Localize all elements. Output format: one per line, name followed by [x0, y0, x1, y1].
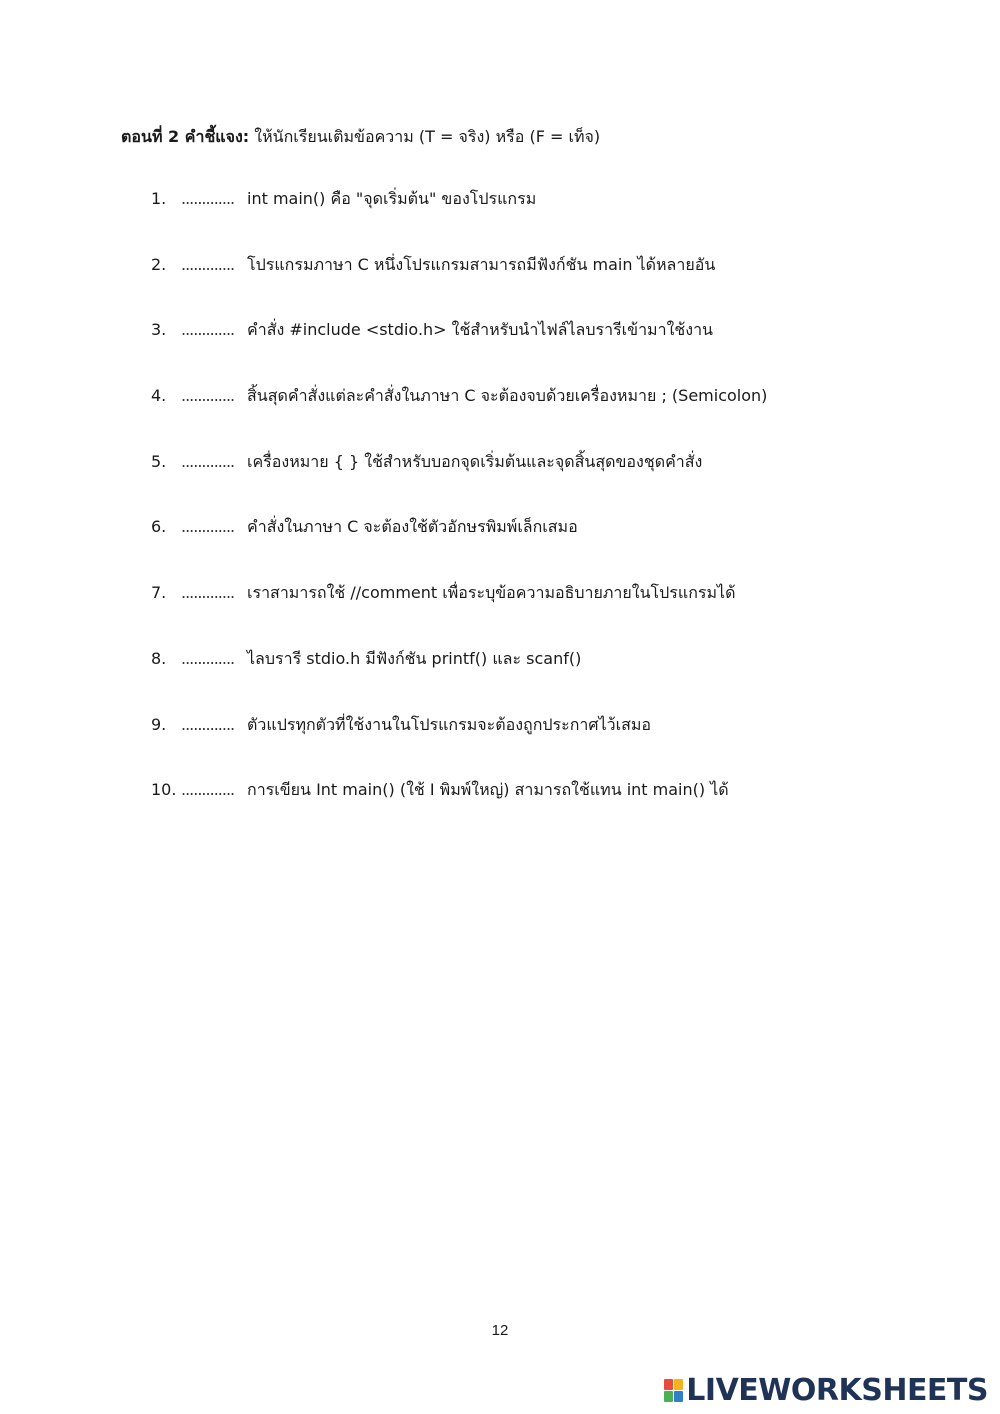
instruction-line: [121, 126, 600, 148]
answer-blank[interactable]: .............: [181, 386, 235, 406]
question-number: 5.: [151, 451, 167, 471]
question-number: 4.: [151, 386, 167, 406]
question-number: 2.: [151, 254, 167, 274]
answer-blank[interactable]: .............: [181, 517, 235, 537]
answer-blank[interactable]: .............: [181, 583, 235, 603]
logo-text: LIVEWORKSHEETS: [686, 1372, 988, 1408]
question-item: [151, 252, 971, 318]
answer-blank[interactable]: .............: [181, 451, 235, 471]
answer-blank[interactable]: .............: [181, 320, 235, 340]
question-item: [151, 514, 971, 580]
logo-icon-square-red: [664, 1379, 673, 1390]
question-item: [151, 317, 971, 383]
question-item: [151, 449, 971, 515]
question-text: สิ้นสุดคำสั่งแต่ละคำสั่งในภาษา C จะต้องจบด้วยเครื่องหมาย ; (Semicolon): [247, 386, 768, 406]
logo-icon-square-blue: [674, 1391, 683, 1402]
question-number: 9.: [151, 714, 167, 734]
liveworksheets-logo: [664, 1372, 988, 1408]
instruction-heading: ตอนที่ 2 คำชี้แจง:: [121, 127, 250, 146]
question-text: เราสามารถใช้ //comment เพื่อระบุข้อความอธิบายภายในโปรแกรมได้: [247, 583, 736, 603]
logo-icon-square-green: [664, 1391, 673, 1402]
liveworksheets-logo-icon: [664, 1379, 683, 1402]
question-item: [151, 383, 971, 449]
question-item: [151, 777, 971, 843]
question-item: [151, 646, 971, 712]
question-number: 3.: [151, 320, 167, 340]
answer-blank[interactable]: .............: [181, 189, 235, 208]
answer-blank[interactable]: .............: [181, 648, 235, 668]
question-text: การเขียน Int main() (ใช้ I พิมพ์ใหญ่) สามารถใช้แทน int main() ได้: [247, 780, 729, 800]
question-text: เครื่องหมาย { } ใช้สำหรับบอกจุดเริ่มต้นและจุดสิ้นสุดของชุดคำสั่ง: [247, 451, 703, 471]
question-number: 10.: [151, 780, 177, 800]
question-item: [151, 712, 971, 778]
question-number: 1.: [151, 189, 167, 208]
question-text: คำสั่ง #include <stdio.h> ใช้สำหรับนำไฟล์ไลบรารีเข้ามาใช้งาน: [247, 320, 713, 340]
question-item: [151, 186, 971, 252]
instruction-text: ให้นักเรียนเติมข้อความ (T = จริง) หรือ (F = เท็จ): [249, 127, 601, 146]
answer-blank[interactable]: .............: [181, 780, 235, 800]
question-text: int main() คือ "จุดเริ่มต้น" ของโปรแกรม: [247, 189, 537, 208]
page-number: 12: [491, 1322, 509, 1339]
question-list: [151, 186, 971, 843]
question-item: [151, 580, 971, 646]
question-text: คำสั่งในภาษา C จะต้องใช้ตัวอักษรพิมพ์เล็กเสมอ: [247, 517, 578, 537]
question-number: 7.: [151, 583, 167, 603]
question-number: 8.: [151, 648, 167, 668]
logo-icon-square-yellow: [674, 1379, 683, 1390]
answer-blank[interactable]: .............: [181, 254, 235, 274]
question-text: ตัวแปรทุกตัวที่ใช้งานในโปรแกรมจะต้องถูกประกาศไว้เสมอ: [247, 714, 651, 734]
question-text: โปรแกรมภาษา C หนึ่งโปรแกรมสามารถมีฟังก์ชัน main ได้หลายอัน: [247, 254, 716, 274]
answer-blank[interactable]: .............: [181, 714, 235, 734]
question-text: ไลบรารี stdio.h มีฟังก์ชัน printf() และ scanf(): [247, 648, 582, 668]
question-number: 6.: [151, 517, 167, 537]
